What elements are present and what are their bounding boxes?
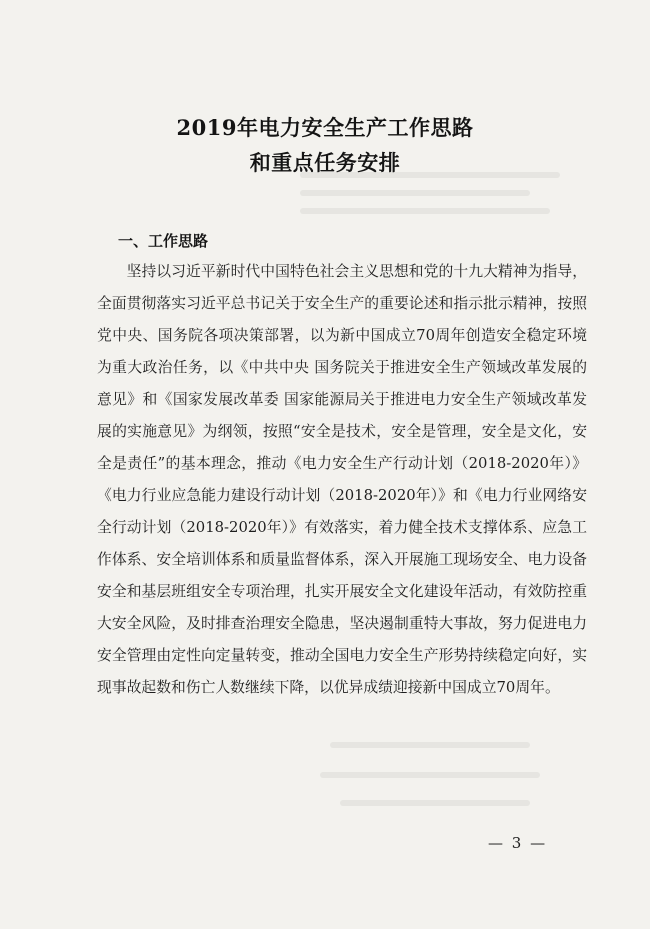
section-heading: 一、工作思路 — [118, 232, 209, 250]
body-paragraph: 坚持以习近平新时代中国特色社会主义思想和党的十九大精神为指导，全面贯彻落实习近平总书记关于安全生产的重要论述和指示批示精神，按照党中央、国务院各项决策部署，以为新中国成立70周年创造安全稳定环境为重大政治任务，以《中共中央 国务院关于推进安全生产领域改革发展的意见》和《国家发展改革委 国家能源局关于推进电力安全生产领域改革发展的实施意见》为纲领，按照“安全是技术，安全是管理，安全是文化，安全是责任”的基本理念，推动《电力安全生产行动计划（2018-2020年）》《电力行业应急能力建设行动计划（2018-2020年）》和《电力行业网络安全行动计划（2018-2020年）》有效落实，着力健全技术支撑体系、应急工作体系、安全培训体系和质量监督体系，深入开展施工现场安全、电力设备安全和基层班组安全专项治理，扎实开展安全文化建设年活动，有效防控重大安全风险，及时排查治理安全隐患，坚决遏制重特大事故，努力促进电力安全管理由定性向定量转变，推动全国电力安全生产形势持续稳定向好，实现事故起数和伤亡人数继续下降，以优异成绩迎接新中国成立70周年。 — [97, 263, 587, 696]
page-number: — 3 — — [488, 834, 548, 852]
document-title-line-2: 和重点任务安排 — [249, 150, 401, 175]
show-through-line — [320, 772, 540, 778]
show-through-line — [330, 742, 530, 748]
show-through-line — [300, 190, 530, 196]
show-through-line — [300, 208, 550, 214]
show-through-line — [340, 800, 530, 806]
document-title-line-1: 2019年电力安全生产工作思路 — [176, 115, 474, 140]
